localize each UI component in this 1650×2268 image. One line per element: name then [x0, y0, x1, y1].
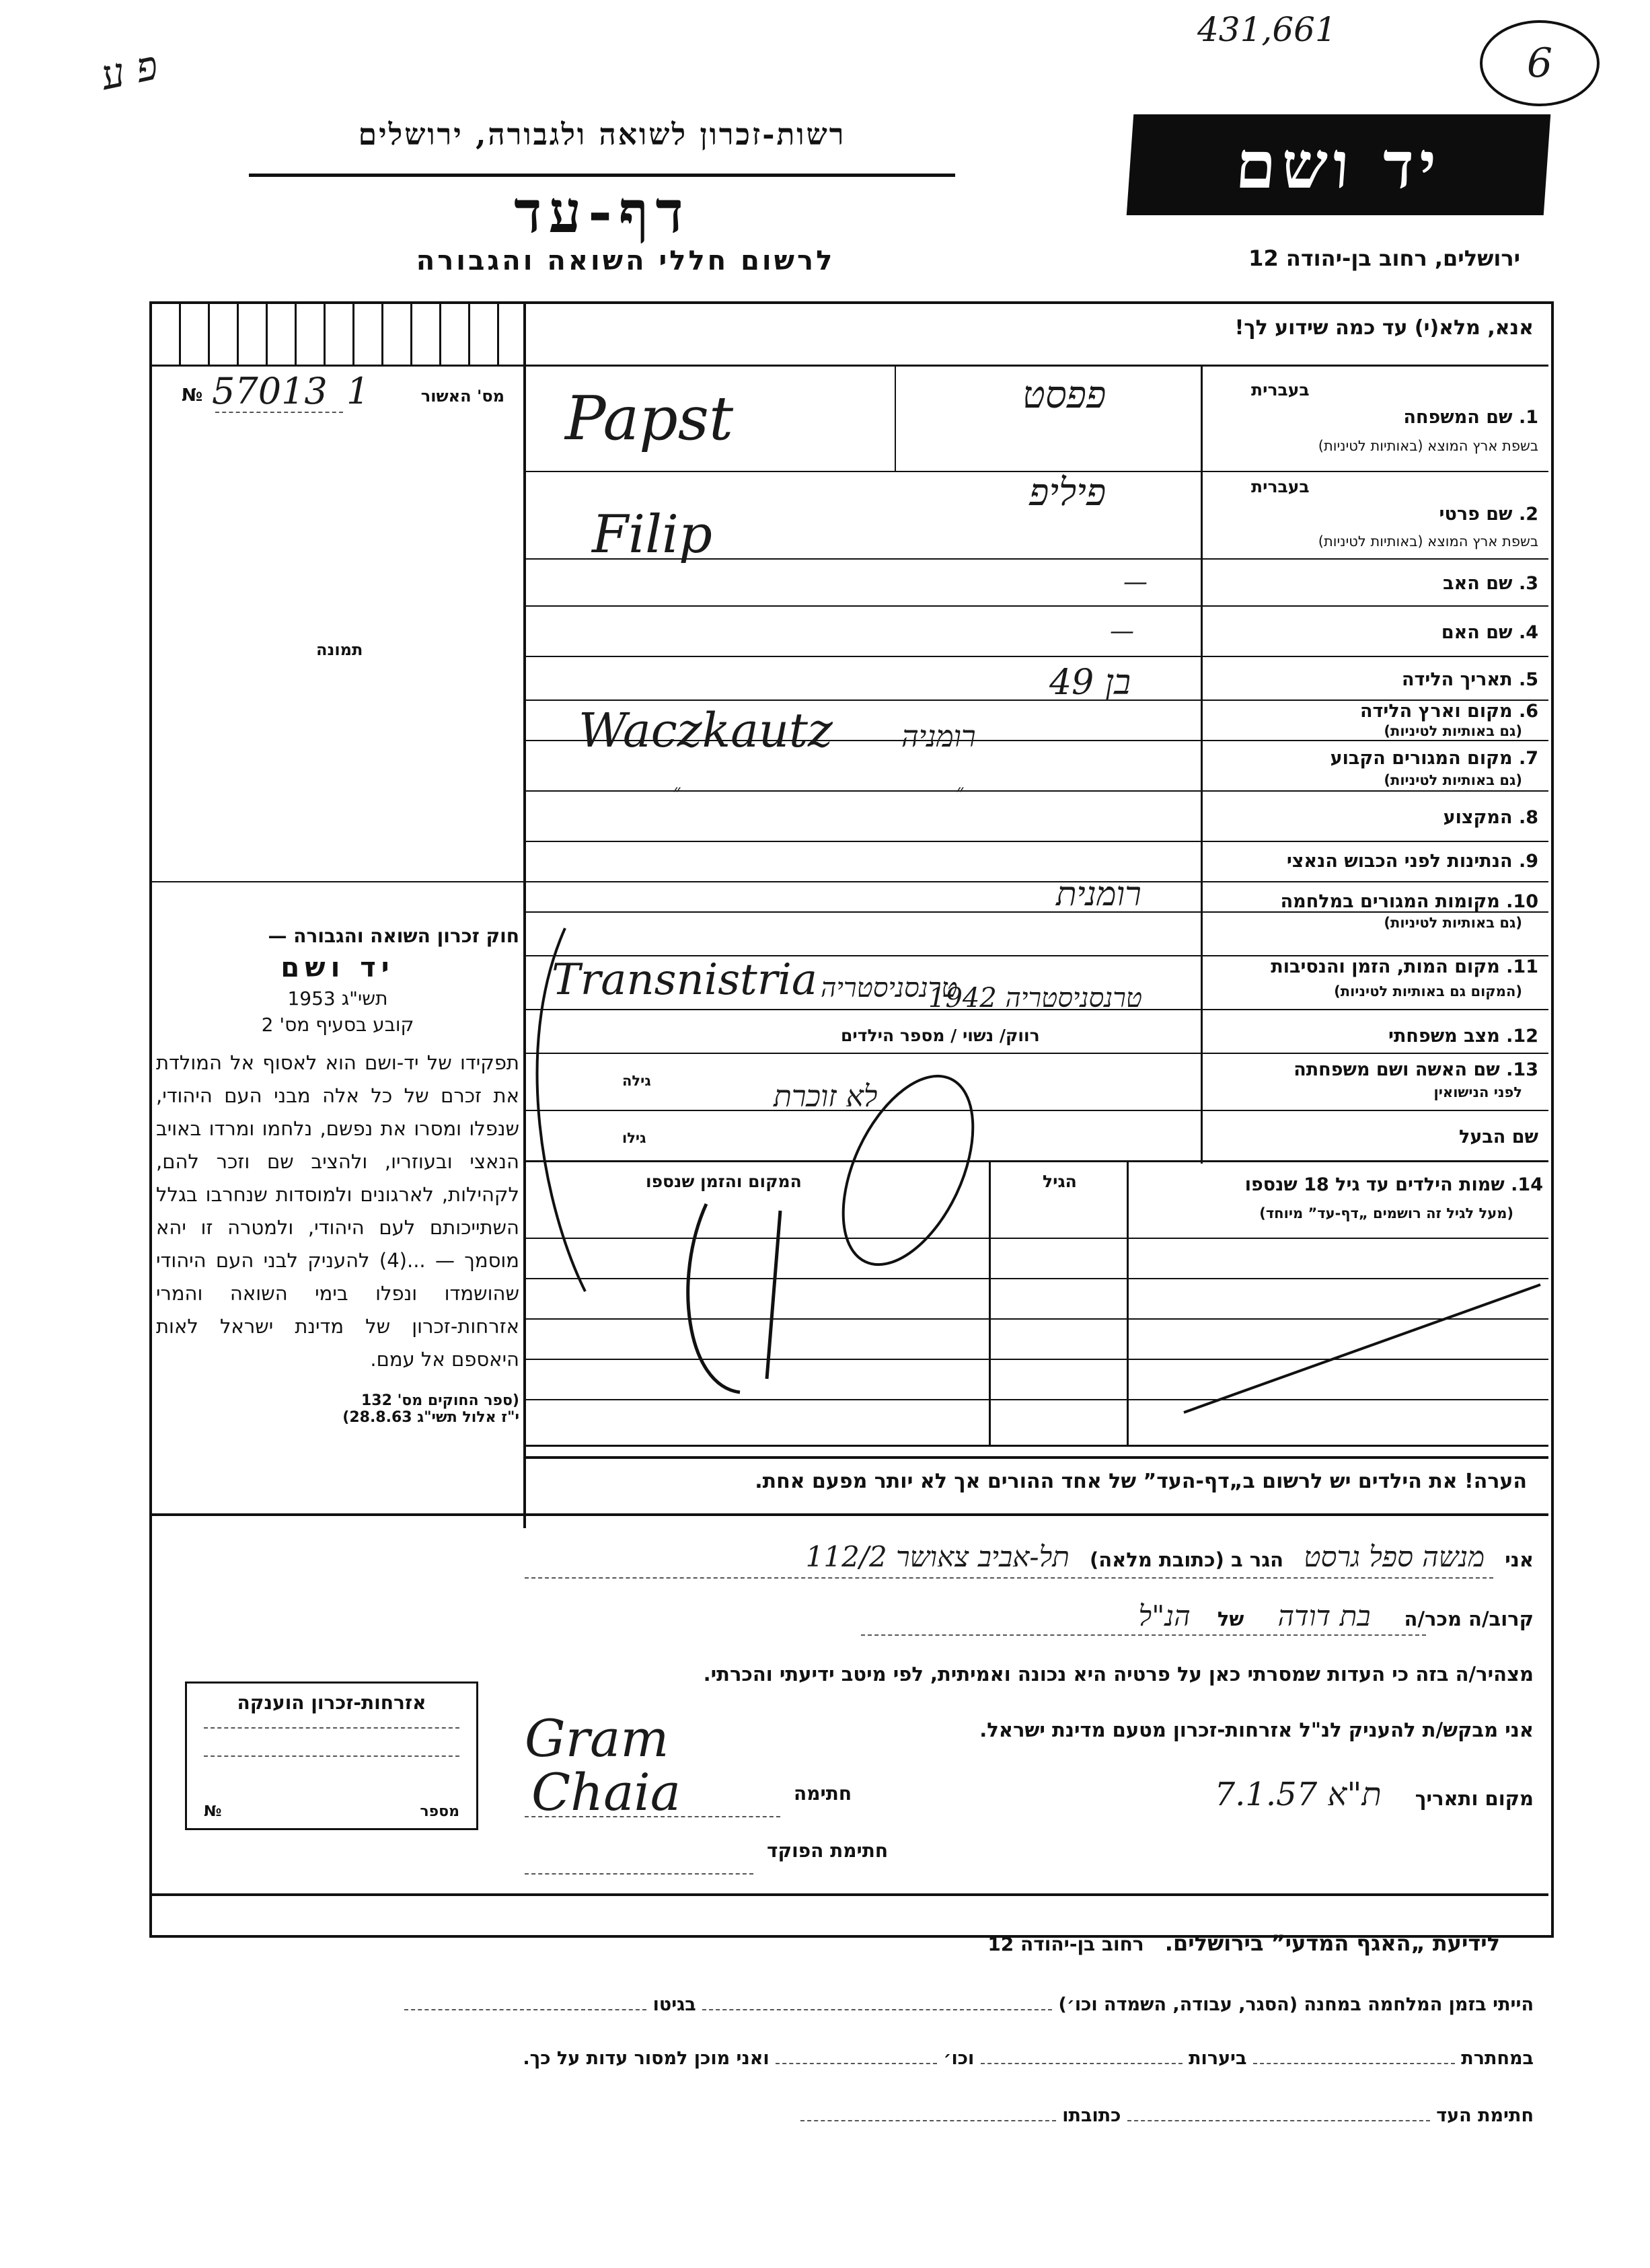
law-ref-1: (ספר החוקים מס' 132 [361, 1392, 519, 1409]
registration-subnumber: 1 [346, 370, 370, 412]
field-5-num: 5. [1518, 669, 1538, 690]
field-11-title: מקום המות, הזמן והנסיבות [1271, 956, 1500, 977]
citizenship-line-2 [204, 1755, 459, 1757]
circled-annotation [817, 1056, 1000, 1285]
death-place-latin: Transnistria [552, 955, 817, 1005]
field-9-title: הנתינות לפני הכבוש הנאצי [1286, 851, 1513, 872]
diagonal-cancel-stroke [1184, 1285, 1540, 1412]
info-witness-signature-label: חתימת העד [1436, 2105, 1534, 2126]
citizenship-number-label: מספר [420, 1803, 459, 1820]
official-underline [525, 1873, 753, 1875]
note-top [526, 1456, 1548, 1459]
field-4-title: שם האם [1441, 622, 1513, 643]
field-3-num: 3. [1518, 573, 1538, 594]
wartime-residence-value: טרנסניסטריה [821, 973, 958, 1004]
field-12-title: מצב משפחתי [1388, 1026, 1500, 1047]
decl-address-hint: (כתובת מלאה) [1089, 1548, 1224, 1571]
registration-number: 57013 [212, 370, 328, 412]
info-etc-label: וכו׳ [943, 2048, 975, 2069]
info-section-top [152, 1893, 1548, 1896]
decl-line-1-underline [525, 1577, 1493, 1579]
field-2-sub: בשפת ארץ המוצא (באותיות לטיניות) [1318, 533, 1538, 550]
residence-value: ״ ״ [673, 780, 1098, 804]
note-text: הערה! את הילדים יש לרשום ב„דף-העד” של אחד ההורים אך לא יותר מפעם אחת. [755, 1470, 1527, 1493]
info-header-address: רחוב בן-יהודה 12 [987, 1933, 1144, 1955]
citizenship-title: אזרחות-זכרון הוענקה [237, 1692, 426, 1714]
law-year [156, 987, 519, 1010]
circled-number-text: 6 [1526, 40, 1553, 87]
field-1-sub: בשפת ארץ המוצא (באותיות לטיניות) [1318, 438, 1538, 454]
field-13-sub: לפני הנישואין [1433, 1084, 1522, 1100]
wife-age-label: גילה [622, 1073, 651, 1089]
family-name-latin: Papst [565, 383, 734, 454]
info-camp-label: הייתי בזמן המלחמה במחנה [1304, 1994, 1534, 2015]
field-14-title: שמות הילדים עד גיל 18 שנספו [1244, 1174, 1505, 1195]
info-camp-hint: (הסגר, עבודה, השמדה וכו׳) [1058, 1994, 1298, 2015]
mother-name-value: — [1110, 617, 1134, 645]
law-year-num: 1953 [287, 987, 336, 1010]
field-8-title: המקצוע [1443, 807, 1513, 828]
birth-date-value: בן 49 [1049, 663, 1131, 703]
father-name-value: — [1123, 568, 1148, 596]
field-5-title: תאריך הלידה [1401, 669, 1513, 690]
header-address: ירושלים, רחוב בן-יהודה 12 [1248, 245, 1520, 271]
field-7-num: 7. [1518, 748, 1538, 769]
decl-i: אני [1505, 1548, 1534, 1571]
law-ref-2: י"ז אלול תשי"ג 28.8.63) [342, 1409, 519, 1426]
field-10-title: מקומות המגורים במלחמה [1280, 891, 1500, 912]
info-header-text: לידיעת „האגף המדעי” בירושלים. [1164, 1930, 1500, 1956]
law-title: חוק זכרון השואה והגבורה — [268, 925, 519, 947]
info-line-1 [155, 1994, 1534, 2015]
citizenship-box [185, 1681, 478, 1830]
field-3-title: שם האב [1443, 573, 1513, 594]
hebrew-hint-2: בעברית [1251, 477, 1310, 496]
field-7-title: מקום המגורים הקבוע [1330, 748, 1513, 769]
declaration-line-1 [471, 1540, 1534, 1574]
place-date-value: ת"א 7.1.57 [1214, 1776, 1382, 1813]
citizenship-value: רומנית [1056, 874, 1141, 913]
birth-place-latin: Waczkautz [578, 703, 833, 758]
field-7-sub: (גם באותיות לטיניות) [1384, 772, 1522, 788]
registration-label: מס' האשור [420, 387, 504, 406]
declarant-name: מנשה ספל גרסט [1304, 1540, 1485, 1573]
field-2-title: שם פרטי [1439, 504, 1513, 525]
top-left-mark: פ ע [96, 41, 162, 100]
signature-label: חתימה [794, 1782, 852, 1805]
info-line-3 [673, 2105, 1534, 2126]
children-age-column: הגיל [1043, 1172, 1077, 1191]
first-name-latin: Filip [592, 504, 712, 565]
field-12-num: 12. [1506, 1026, 1538, 1047]
field-1-num: 1. [1518, 407, 1538, 428]
field-9-num: 9. [1518, 851, 1538, 872]
field-14-num: 14. [1511, 1174, 1543, 1195]
field-6-title: מקום וארץ הלידה [1359, 701, 1513, 722]
info-forests-label: ביערות [1189, 2048, 1247, 2069]
declaration-line-4: אני מבקש/ת להעניק לנ"ל אזרחות-זכרון מטעם מדינת ישראל. [979, 1718, 1534, 1741]
wife-name-value: לא זוכרת [774, 1080, 878, 1114]
law-text: תפקידו של יד-ושם הוא לאסוף אל המולדת את זכרם של כל אלה מבני העם היהודי, שנפלו ומסרו את נפשם, נלחמו ומרדו באויב הנאצי ובעוזריו, ולהציב שם וזכר להם, לקהילות, לארגונים ולמוסדות שנחרבו בגלל השתייכותם לעם היהודי, ולמטרה זו יהא מוסמך — ...(4) להעניק לבני העם היהודי שהושמדו ונפלו בימי השואה והמרי אזרחות-זכרון של מדינת ישראל לאות היאספם אל עמם. [156, 1051, 519, 1371]
place-date-label: מקום ותאריך [1415, 1787, 1534, 1810]
signature-gram: Gram [525, 1708, 669, 1768]
field-6-sub: (גם באותיות לטיניות) [1384, 723, 1522, 739]
photo-label: תמונה [316, 640, 363, 659]
field-10-num: 10. [1506, 891, 1538, 912]
info-ghetto-label: בגיטו [652, 1994, 696, 2015]
decl-of: של [1217, 1608, 1244, 1630]
law-name: יד ושם [280, 952, 395, 983]
declarant-address: תל-אביב צאושר 112/2 [805, 1540, 1070, 1573]
law-box [156, 925, 519, 1523]
field-10-sub: (גם באותיות לטיניות) [1384, 915, 1522, 931]
signature-chaia: Chaia [531, 1762, 681, 1822]
decl-line-2-underline [861, 1634, 1426, 1636]
husband-age-label: גילו [622, 1130, 646, 1146]
family-name-hebrew: פפסט [1022, 373, 1107, 417]
field-11-sub: (המקום גם באותיות לטיניות) [1334, 983, 1522, 999]
registration-no-sign: № [182, 385, 203, 406]
authority-title: רשות-זכרון לשואה ולגבורה, ירושלים [358, 118, 846, 152]
relation-value: בת דודה [1277, 1599, 1371, 1632]
relation-of-value: הנ"ל [1138, 1599, 1191, 1632]
field-8-num: 8. [1518, 807, 1538, 828]
citizenship-no-sign: № [204, 1803, 222, 1820]
info-underground-label: במחתרת [1461, 2048, 1534, 2069]
large-handwritten-curve [537, 928, 585, 1291]
info-header [538, 1930, 1500, 1956]
field-14-sub: (מעל לגיל זה רושמים „דף-עד” מיוחד) [1259, 1205, 1513, 1221]
document-subtitle: לרשום חללי השואה והגבורה [416, 245, 835, 276]
declaration-line-3: מצהיר/ה בזה כי העדות שמסרתי כאן על פרטיה היא נכונה ואמיתית, לפי מיטב ידיעתי והכרתי. [703, 1663, 1534, 1686]
hebrew-hint-1: בעברית [1251, 380, 1310, 400]
field-6-num: 6. [1518, 701, 1538, 722]
husband-label: שם הבעל [1458, 1127, 1538, 1147]
law-year-heb: תשי"ג [341, 987, 388, 1010]
field-11-num: 11. [1506, 956, 1538, 977]
logo-text: יד ושם [1233, 126, 1444, 203]
place-date-row [1009, 1776, 1534, 1813]
field-13-title: שם האשה ושם משפחתה [1293, 1059, 1500, 1080]
citizenship-line-1 [204, 1727, 459, 1729]
field-1-title: שם המשפחה [1403, 407, 1513, 428]
document-title: דף-עד [514, 178, 690, 246]
field-4-num: 4. [1518, 622, 1538, 643]
decl-residing: הגר ב [1230, 1548, 1284, 1571]
first-name-hebrew: פיליפ [1029, 471, 1107, 515]
field-2-num: 2. [1518, 504, 1538, 525]
law-section: קובע בסעיף מס' 2 [261, 1014, 414, 1036]
marital-status-options: רווק/ נשוי / מספר הילדים [841, 1026, 1040, 1045]
field-13-num: 13. [1506, 1059, 1538, 1080]
official-signature-label: חתימת הפוקד [767, 1840, 889, 1862]
instruction-text: אנא, מלא(י) עד כמה שידוע לך! [1234, 316, 1534, 340]
declaration-line-2 [471, 1599, 1534, 1633]
death-place-hebrew: טרנסניסטריה 1942 [928, 983, 1143, 1014]
children-place-column: המקום והזמן שנספו [646, 1172, 802, 1191]
info-line-2 [155, 2048, 1534, 2069]
info-testimony-label: ואני מוכן למסור עדות על כך. [523, 2048, 770, 2069]
info-witness-address-label: כתובתו [1062, 2105, 1121, 2126]
handwritten-reference: 431,661 [1197, 10, 1337, 49]
birth-place-hebrew: רומניה [901, 720, 976, 754]
decl-relative: קרוב/ה מכר/ה [1404, 1608, 1534, 1630]
note-bottom [152, 1513, 1548, 1516]
